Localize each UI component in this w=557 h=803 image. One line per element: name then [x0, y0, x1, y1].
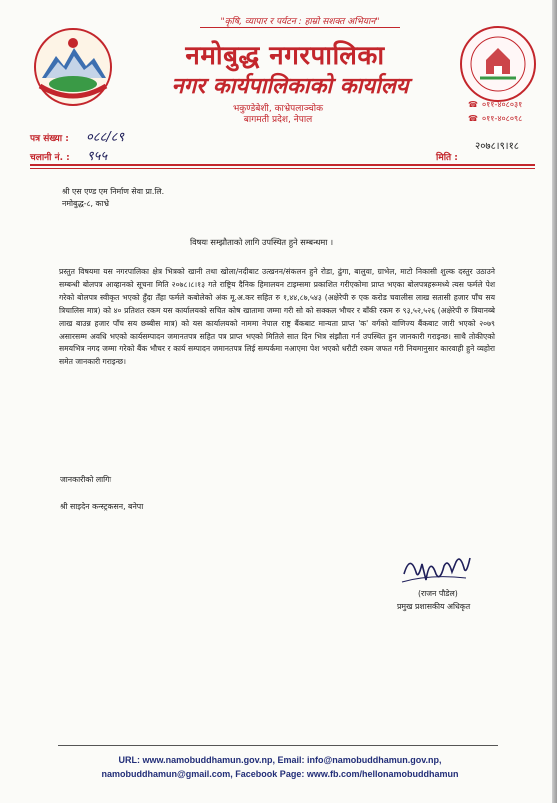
- office-name: नगर कार्यपालिकाको कार्यालय: [171, 73, 409, 99]
- office-address: [218, 104, 338, 126]
- subject-line: विषयः सम्झौताको लागि उपस्थित हुने सम्बन्धमा ।: [190, 237, 334, 247]
- body-paragraph: प्रस्तुत विषयमा यस नगरपालिका क्षेत्र भित्रको खानी तथा खोला/नदीबाट उत्खनन/संकलन हुने रोडा, ढुंगा, बालुवा, ग्राभेल, माटो निकासी शुल्क दस्तुर उठाउने सम्बन्धी बोलपत्र आव्हानको सूचना मिति २०७८।८।१३ गते राष्ट्रिय दैनिक हिमालयन टाइम्समा प्रकाशित गरीएकोमा प्राप्त भएका बोलपत्रहरूमध्ये त्यस फर्मले पेश गरेको बोलपत्र स्वीकृत भएको हुँदा तँहा फर्मले कबोलेको अंक मू.अ.कर सहित रु १,४४,८७,५४३ (अक्षेरेपी रु एक करोड चवालीस लाख सतासी हजार पाँच सय त्रिचालिस मात्र) को ४० प्रतिशत रकम यस कार्यालयको सचित कोष खातामा जम्मा गरी सो को सक्कल भौचर र बाँकी रकम रु ९३,५२,५२६ (अक्षेरेपी रु त्रियानब्बे लाख बाउन्न हजार पाँच सय छब्बीस मात्र) को यस कार्यालयको नाममा नेपाल राष्ट्र बैंकबाट मान्यता प्राप्त 'क' वर्गको वाणिज्य बैंकबाट जारी भएको २०७९ असारसम्म अवधि भएको कार्यसम्पादन जमानतपत्र सहित पत्र प्राप्त भएको मितिले सात दिन भित्र संझौता गर्न उपस्थित हुन जानकारी गराइन्छ। साथै तोकीएको समयभित्र नगद जम्मा गरेको बैंक भौचर र कार्य सम्पादन जमानतपत्र लिई सम्पर्कमा नआएमा पेश भएको धरौटी रकम जफत गरी नियमानुसार कारवाही हुने व्यहोरा समेत जानकारी गराइन्छ।: [59, 267, 495, 367]
- chalani-value: ९५५: [86, 149, 108, 164]
- signatory-name: (राजन पौडेल): [418, 589, 458, 598]
- chalani-label: चलानी नं. :: [30, 153, 70, 163]
- header-divider-thin: [30, 168, 535, 169]
- phone-row-1: [468, 98, 522, 112]
- patra-sankhya-row: [30, 127, 124, 145]
- municipality-seal-icon: [458, 24, 538, 104]
- info-label: जानकारीको लागिः: [60, 475, 112, 484]
- address-line-1: भकुण्डेबेशी, काभ्रेपलाञ्चोक: [232, 104, 324, 114]
- address-line-2: बागमती प्रदेश, नेपाल: [243, 115, 313, 125]
- slogan-underline: [200, 27, 400, 28]
- footer-line-1: URL: www.namobuddhamun.gov.np, Email: info@namobuddhamun.gov.np,: [118, 755, 442, 765]
- phone-block: [468, 98, 522, 126]
- phone-number-2: ०११-४०८०९८: [481, 114, 523, 123]
- addressee-line-1: श्री एस एण्ड एम निर्माण सेवा प्रा.लि.: [62, 187, 165, 196]
- patra-value: ०८८/८९: [86, 130, 125, 145]
- cc-recipient: श्री साइदेन कन्स्ट्रकसन, बनेपा: [60, 502, 144, 511]
- header-divider: [30, 164, 535, 166]
- phone-icon: ☎: [468, 100, 478, 109]
- footer-line-2: namobuddhamun@gmail.com, Facebook Page: www.fb.com/hellonamobuddhamun: [101, 769, 459, 779]
- patra-label: पत्र संख्या :: [30, 134, 69, 144]
- page-edge-shadow: [552, 0, 557, 803]
- chalani-row: [30, 146, 107, 164]
- date-label: मिति :: [436, 153, 458, 163]
- municipality-name: नमोबुद्ध नगरपालिका: [185, 41, 385, 71]
- footer-divider: [58, 745, 498, 746]
- signature-icon: [400, 544, 480, 586]
- phone-icon: ☎: [468, 114, 478, 123]
- phone-number-1: ०११-४०८०३१: [481, 100, 523, 109]
- phone-row-2: [468, 112, 522, 126]
- letter-date: २०७८।९।१८: [475, 141, 519, 152]
- addressee-block: [62, 186, 164, 210]
- footer-contact: [40, 753, 520, 781]
- slogan: "कृषि, व्यापार र पर्यटन : हाम्रो सशक्त अभियान": [220, 17, 380, 27]
- addressee-line-2: नमोबुद्ध-८, काभ्रे: [62, 199, 110, 208]
- signatory-title: प्रमुख प्रशासकीय अधिकृत: [397, 602, 471, 611]
